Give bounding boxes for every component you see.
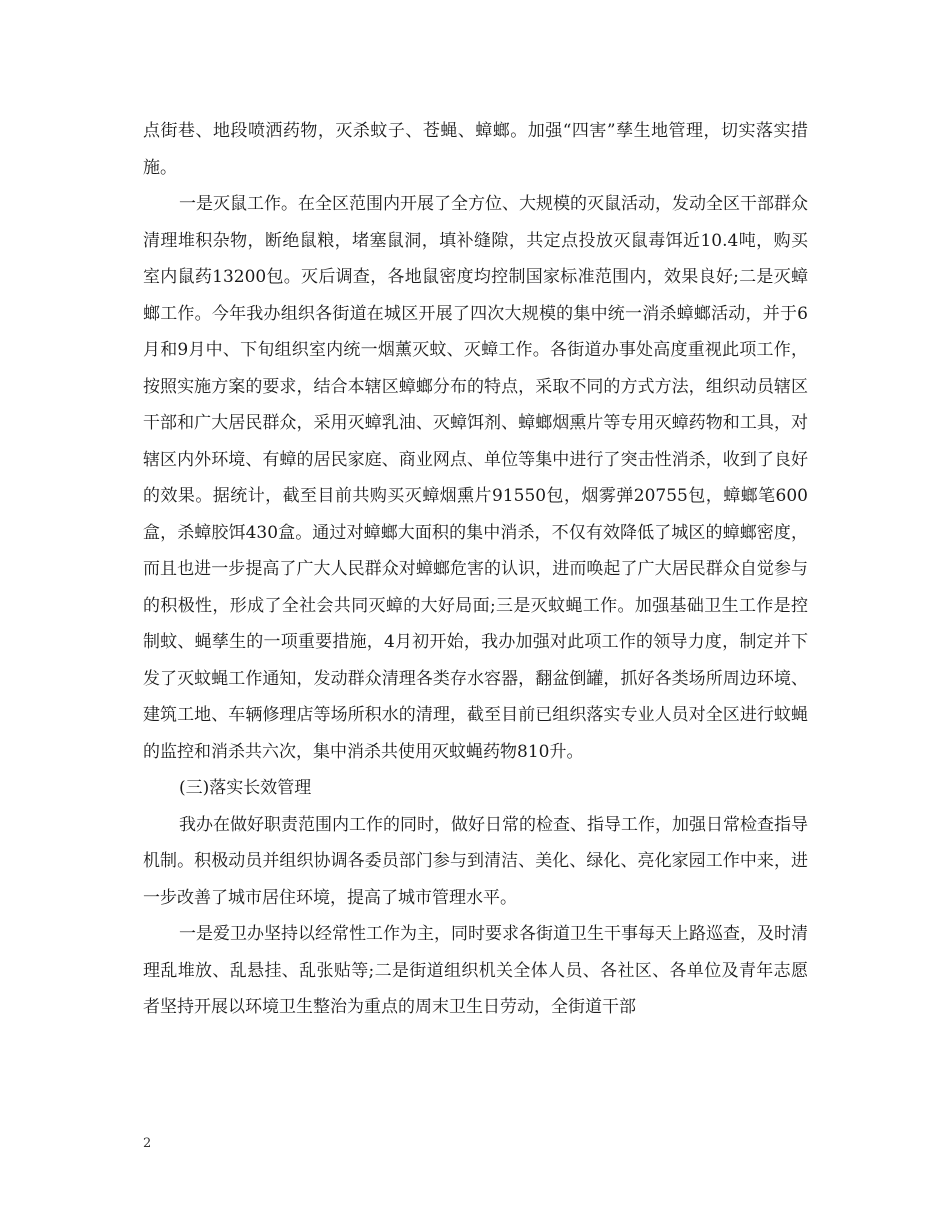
page-number: 2	[143, 1136, 152, 1151]
paragraph-pest-control: 一是灭鼠工作。在全区范围内开展了全方位、大规模的灭鼠活动，发动全区干部群众清理堆积杂物，断绝鼠粮，堵塞鼠洞，填补缝隙，共定点投放灭鼠毒饵近10.4吨，购买室内鼠药13200包。灭后调查，各地鼠密度均控制国家标准范围内，效果良好;二是灭蟑螂工作。今年我办组织各街道在城区开展了四次大规模的集中统一消杀蟑螂活动，并于6月和9月中、下旬组织室内统一烟薰灭蚊、灭蟑工作。各街道办事处高度重视此项工作，按照实施方案的要求，结合本辖区蟑螂分布的特点，采取不同的方式方法，组织动员辖区干部和广大居民群众，采用灭蟑乳油、灭蟑饵剂、蟑螂烟熏片等专用灭蟑药物和工具，对辖区内外环境、有蟑的居民家庭、商业网点、单位等集中进行了突击性消杀，收到了良好的效果。据统计，截至目前共购买灭蟑烟熏片91550包，烟雾弹20755包，蟑螂笔600盒，杀蟑胶饵430盒。通过对蟑螂大面积的集中消杀，不仅有效降低了城区的蟑螂密度，而且也进一步提高了广大人民群众对蟑螂危害的认识，进而唤起了广大居民群众自觉参与的积极性，形成了全社会共同灭蟑的大好局面;三是灭蚊蝇工作。加强基础卫生工作是控制蚊、蝇孳生的一项重要措施，4月初开始，我办加强对此项工作的领导力度，制定并下发了灭蚊蝇工作通知，发动群众清理各类存水容器，翻盆倒罐，抓好各类场所周边环境、建筑工地、车辆修理店等场所积水的清理，截至目前已组织落实专业人员对全区进行蚊蝇的监控和消杀共六次，集中消杀共使用灭蚊蝇药物810升。	[143, 194, 808, 762]
paragraph-continuation: 点街巷、地段喷洒药物，灭杀蚊子、苍蝇、蟑螂。加强“四害”孳生地管理，切实落实措施。	[143, 121, 808, 178]
paragraph-patrol-and-cleanup: 一是爱卫办坚持以经常性工作为主，同时要求各街道卫生干事每天上路巡查，及时清理乱堆放、乱悬挂、乱张贴等;二是街道组织机关全体人员、各社区、各单位及青年志愿者坚持开展以环境卫生整治为重点的周末卫生日劳动，全街道干部	[143, 924, 808, 1017]
paragraph-daily-inspection: 我办在做好职责范围内工作的同时，做好日常的检查、指导工作，加强日常检查指导机制。积极动员并组织协调各委员部门参与到清洁、美化、绿化、亮化家园工作中来，进一步改善了城市居住环境，提高了城市管理水平。	[143, 814, 808, 908]
document-body	[143, 113, 808, 1026]
section-heading-long-term-management: (三)落实长效管理	[179, 778, 312, 798]
